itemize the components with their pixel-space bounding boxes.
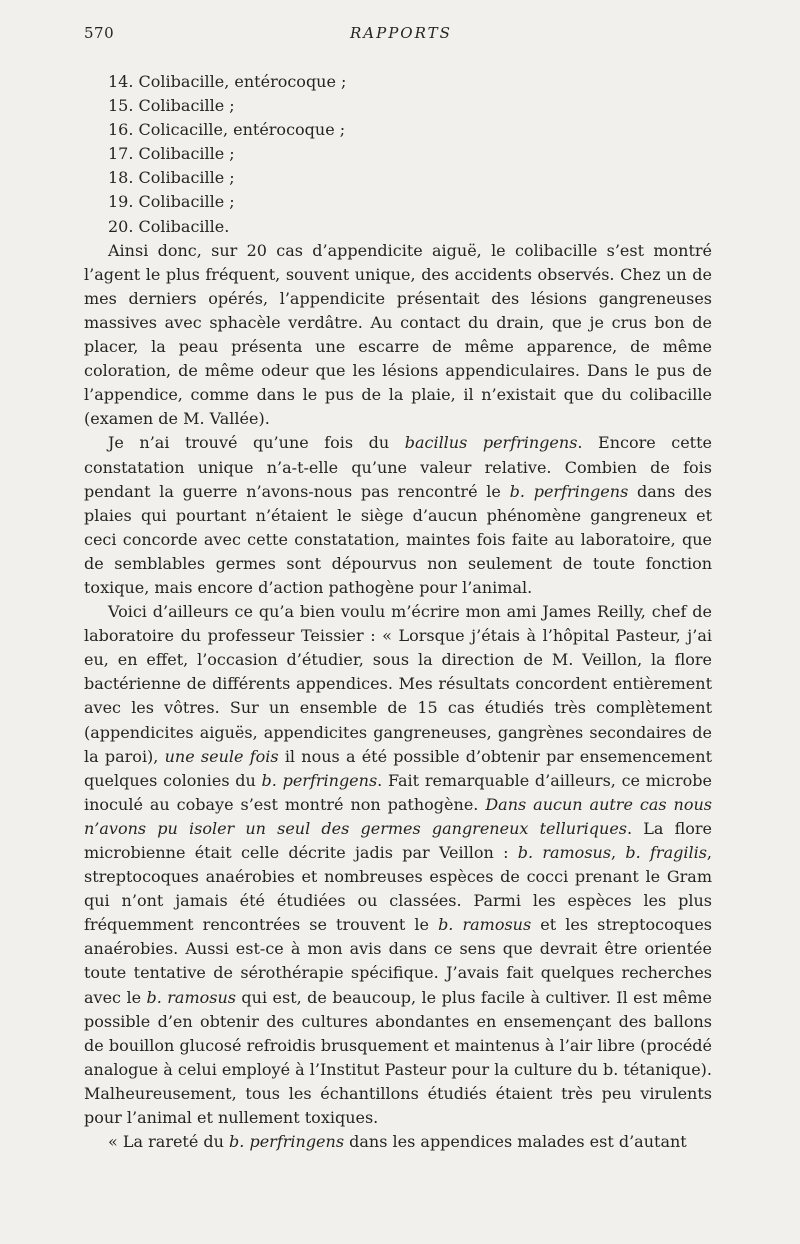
list-item: 19. Colibacille ; bbox=[108, 192, 235, 212]
list-item: 18. Colibacille ; bbox=[108, 168, 235, 188]
list-item: 14. Colibacille, entérocoque ; bbox=[108, 72, 347, 91]
list-item: 15. Colibacille ; bbox=[108, 96, 235, 116]
paragraph-reilly-letter: Voici d’ailleurs ce qu’a bien voulu m’écrire mon ami James Reilly, chef de laboratoire du professeur Teissier : « Lorsque j’étais à l’hôpital Pasteur, j’ai eu, en effet, l’occasion d’étudier, sous la direction de M. Veillon, la flore bactérienne de différents appendices. Mes résultats concordent entièrement avec les vôtres. Sur un ensemble de 15 cas étudiés très complètement (appendicites aiguës, appendicites gangreneuses, gangrènes secondaires de la paroi), une seule fois il nous a été possible d’obtenir par ensemencement quelques colonies du b. perfringens. Fait remarquable d’ailleurs, ce microbe inoculé au cobaye s’est montré non pathogène. Dans aucun autre cas nous n’avons pu isoler un seul des germes gangreneux telluriques. La flore microbienne était celle décrite jadis par Veillon : b. ramosus, b. fragilis, streptocoques anaérobies et nombreuses espèces de cocci prenant le Gram qui n’ont jamais été étudiées ou classées. Parmi les espèces les plus fréquemment rencontrées se trouvent le b. ramosus et les streptocoques anaérobies. Aussi est-ce à mon avis dans ce sens que devrait être orientée toute tentative de sérothérapie spécifique. J’avais fait quelques recherches avec le b. ramosus qui est, de beaucoup, le plus facile à cultiver. Il est même possible d’en obtenir des cultures abondantes en ensemençant des ballons de bouillon glucosé refroidis brusquement et maintenus à l’air libre (procédé analogue à celui employé à l’Institut Pasteur pour la culture du b. tétanique). Malheureusement, tous les échantillons étudiés étaient très peu virulents pour l’animal et nullement toxiques. bbox=[84, 602, 713, 1128]
list-item: 20. Colibacille. bbox=[108, 216, 230, 236]
list-item: 17. Colibacille ; bbox=[108, 144, 235, 164]
list-item: 16. Colicacille, entérocoque ; bbox=[108, 120, 346, 140]
page-header bbox=[0, 24, 800, 48]
paragraph-perfringens: Je n’ai trouvé qu’une fois du bacillus perfringens. Encore cette constatation unique n’a-t-elle qu’une valeur relative. Combien de fois pendant la guerre n’avons-nous pas rencontré le b. perfringens dans des plaies qui pourtant n’étaient le siège d’aucun phénomène gangreneux et ceci concorde avec cette constatation, maintes fois faite au laboratoire, que de semblables germes sont dépourvus non seulement de toute fonction toxique, mais encore d’action pathogène pour l’animal. bbox=[84, 433, 712, 597]
paragraph-conclusion: Ainsi donc, sur 20 cas d’appendicite aiguë, le colibacille s’est montré l’agent le plus fréquent, souvent unique, des accidents observés. Chez un de mes derniers opérés, l’appendicite présentait des lésions gangreneuses massives avec sphacèle verdâtre. Au contact du drain, que je crus bon de placer, la peau présenta une escarre de même apparence, de même coloration, de même odeur que les lésions appendiculaires. Dans le pus de l’appendice, comme dans le pus de la plaie, il n’existait que du colibacille (examen de M. Vallée). bbox=[84, 240, 712, 429]
page-number: 570 bbox=[84, 24, 115, 42]
running-title: RAPPORTS bbox=[350, 24, 452, 42]
body-text bbox=[84, 70, 712, 1154]
case-list bbox=[84, 70, 712, 239]
paragraph-continuation: « La rareté du b. perfringens dans les appendices malades est d’autant bbox=[108, 1132, 687, 1152]
